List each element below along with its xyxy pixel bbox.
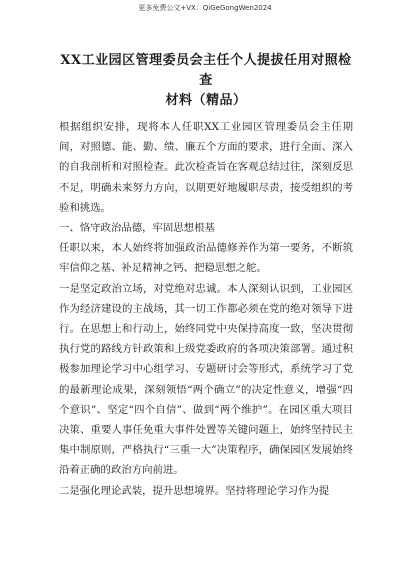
paragraph-3: 一是坚定政治立场，对党绝对忠诚。本人深刻认识到，工业园区作为经济建设的主战场，其一切工作都必须在党的绝对领导下进行。在思想上和行动上，始终同党中央保持高度一致，坚决贯彻执行党的路线方针政策和上级党委政府的各项决策部署。通过积极参加理论学习中心组学习、专题研讨会等形式，系统学习了党的最新理论成果，深刻领悟“两个确立”的决定性意义，增强“四个意识”、坚定“四个自信”、做到“两个维护”。在园区重大项目决策、重要人事任免重大事件处置等关键问题上，始终坚持民主集中制原则，严格执行“三重一大”决策程序，确保园区发展始终沿着正确的政治方向前进。: [59, 282, 353, 477]
document-page: [59, 51, 353, 501]
intro-paragraph: 根据组织安排，现将本人任职XX工业园区管理委员会主任期间，对照德、能、勤、绩、廉五个方面的要求，进行全面、深入的自我剖析和对照检查。此次检查旨在客观总结过往，深刻反思不足，明确未来努力方向，以期更好地履职尽责，接受组织的考验和挑选。: [59, 121, 353, 214]
title-line-1: XX工业园区管理委员会主任个人提拔任用对照检查: [60, 53, 352, 88]
section-heading-1: 一、恪守政治品德，牢固思想根基: [59, 222, 215, 235]
page-header: 更多免费公文+VX：QiGeGongWen2024: [138, 4, 272, 12]
document-body: [59, 117, 353, 501]
title-line-2: 材料（精品）: [165, 93, 247, 108]
paragraph-4: 二是强化理论武装，提升思想境界。坚持将理论学习作为提: [59, 484, 330, 497]
paragraph-2: 任职以来，本人始终将加强政治品德修养作为第一要务，不断筑牢信仰之基、补足精神之钙、把稳思想之舵。: [59, 242, 353, 275]
document-title: [59, 51, 353, 111]
